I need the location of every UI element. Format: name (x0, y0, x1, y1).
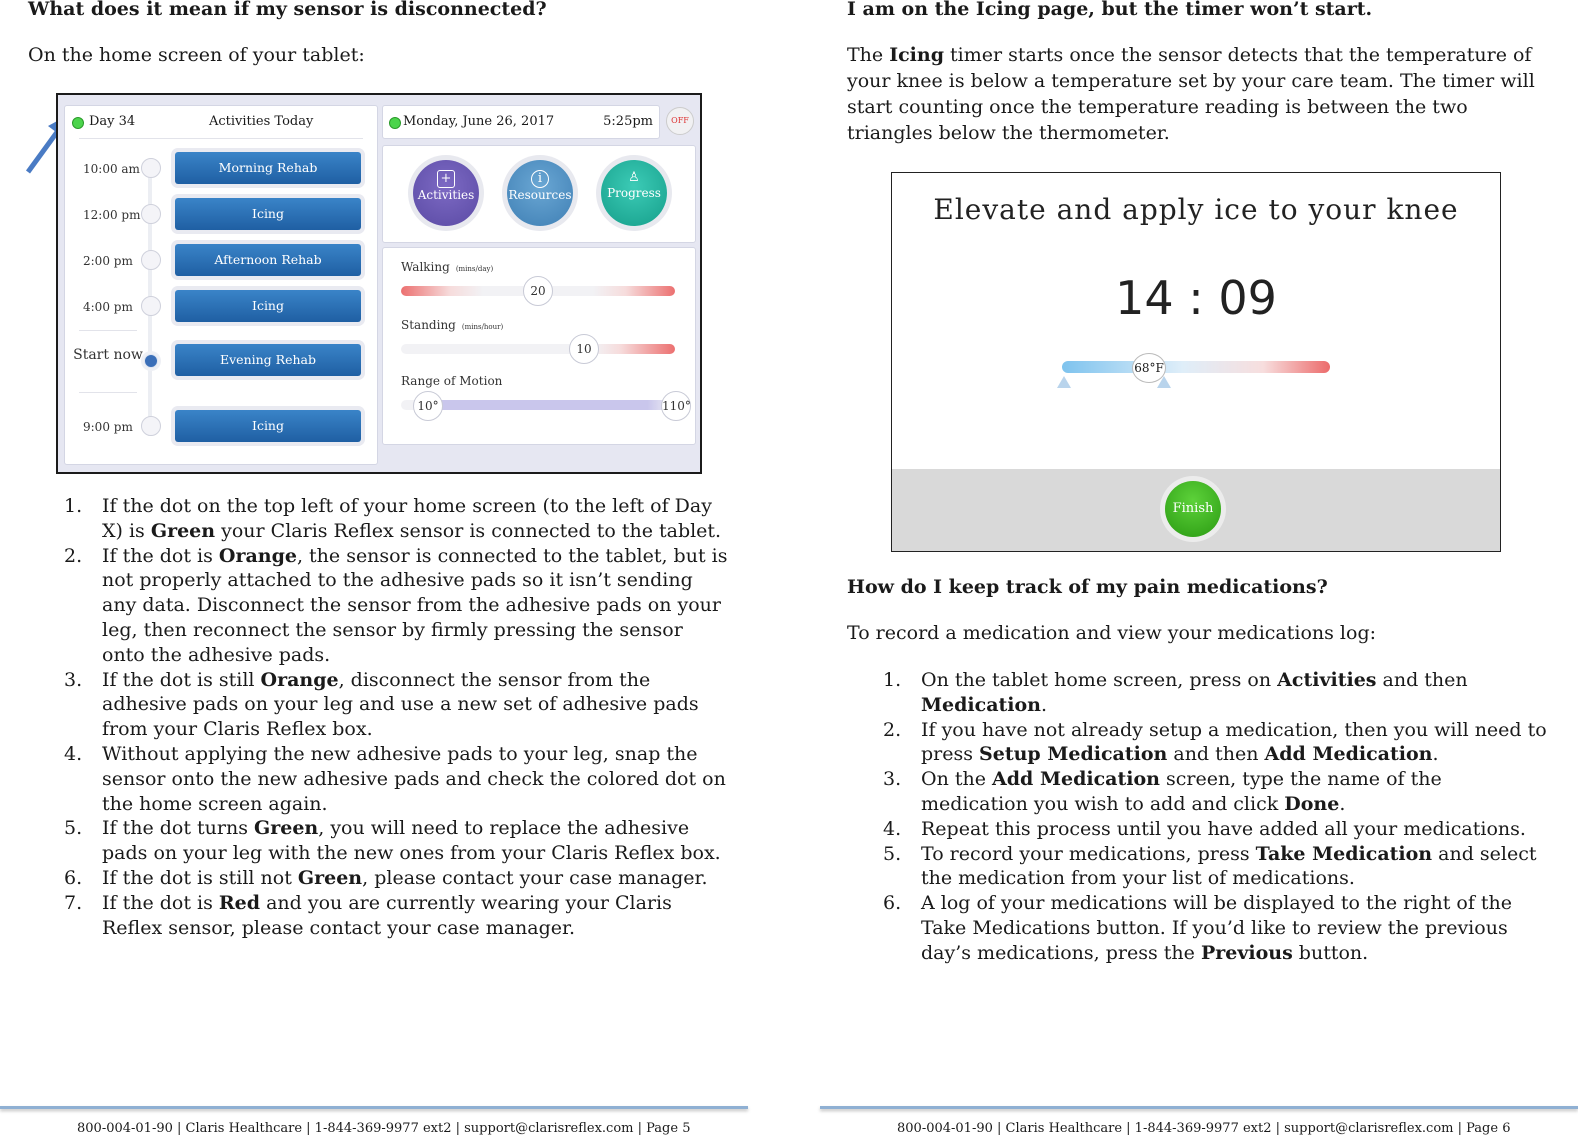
intro2-text: To record a medication and view your medications log: (847, 622, 1377, 644)
schedule-time: 2:00 pm (83, 254, 133, 268)
step-item: 5. If the dot turns Green, you will need to replace the adhesive pads on your leg with the new ones from your Claris Reflex box. (64, 817, 721, 865)
question-heading: I am on the Icing page, but the timer won’t start. (847, 0, 1373, 20)
status-dot-icon (389, 117, 401, 129)
day-label: Day 34 (89, 114, 136, 129)
step-item: 6. If the dot is still not Green, please contact your case manager. (64, 866, 708, 889)
lower-triangle-icon (1057, 376, 1071, 388)
schedule-row (65, 290, 377, 336)
timeline-dot (141, 296, 161, 316)
timeline-dot (141, 416, 161, 436)
icing-title: Elevate and apply ice to your knee (933, 193, 1459, 226)
schedule-panel (64, 105, 378, 465)
tablet-home-screenshot (56, 93, 702, 474)
schedule-row (65, 152, 377, 198)
info-icon: i (531, 170, 549, 188)
footer-divider (0, 1106, 748, 1109)
step-number: 1. (883, 669, 902, 691)
activities-button[interactable]: + Activities (413, 160, 479, 226)
icing-intro-text: The Icing timer starts once the sensor detects that the temperature of your knee is below a temperature set by your care team. The timer will start counting once the temperature reading is between the two triangles below the thermometer. (847, 44, 1535, 144)
activity-button[interactable]: Icing (175, 410, 361, 442)
step-number: 4. (883, 817, 902, 840)
step-item: 2. If you have not already setup a medication, then you will need to press Setup Medication and then Add Medication. (883, 718, 1547, 766)
step-item: 4. Without applying the new adhesive pads to your leg, snap the sensor onto the new adhesive pads and check the colored dot on the home screen again. (64, 742, 726, 815)
schedule-time: 4:00 pm (83, 300, 133, 314)
walking-label: Walking (mins/day) (401, 260, 494, 274)
step-number: 4. (64, 742, 83, 765)
step-number: 6. (883, 892, 902, 915)
step-number: 3. (64, 668, 83, 691)
rom-min-value: 10° (413, 391, 443, 421)
timeline-dot (144, 354, 158, 368)
icing-timer: 14 : 09 (1115, 271, 1277, 325)
timeline-dot (141, 250, 161, 270)
schedule-row (65, 342, 377, 388)
step-item: 5. To record your medications, press Take Medication and select the medication from your list of medications. (883, 842, 1537, 890)
schedule-row (65, 244, 377, 290)
step-number: 1. (64, 495, 83, 517)
intro-text: On the home screen of your tablet: (28, 44, 365, 66)
step-number: 2. (64, 544, 83, 567)
step-number: 6. (64, 866, 83, 889)
schedule-row (65, 198, 377, 244)
resources-button[interactable]: i Resources (507, 160, 573, 226)
status-dot-icon (72, 117, 84, 129)
step-item: 1. On the tablet home screen, press on Activities and then Medication. (883, 669, 1468, 716)
progress-button[interactable]: ♙ Progress (601, 160, 667, 226)
date-panel (382, 105, 660, 139)
step-item: 6. A log of your medications will be displayed to the right of the Take Medications button. If you’d like to review the previous day’s medications, press the Previous button. (883, 892, 1513, 964)
plus-icon: + (437, 170, 455, 188)
icing-footer (892, 469, 1500, 551)
step-item: 1. If the dot on the top left of your home screen (to the left of Day X) is Green your Claris Reflex sensor is connected to the tablet. (64, 495, 722, 542)
timeline-dot (141, 158, 161, 178)
step-number: 3. (883, 768, 902, 791)
nav-panel (382, 145, 696, 243)
step-number: 7. (64, 891, 83, 914)
activity-button[interactable]: Icing (175, 198, 361, 230)
date-label: Monday, June 26, 2017 (403, 114, 555, 129)
off-button[interactable]: OFF (666, 107, 694, 135)
time-label: 5:25pm (603, 114, 653, 129)
footer-text: 800-004-01-90 | Claris Healthcare | 1-844-369-9977 ext2 | support@clarisreflex.com | Page 5 (77, 1121, 691, 1136)
step-number: 2. (883, 718, 902, 741)
step-item: 2. If the dot is Orange, the sensor is connected to the tablet, but is not properly attached to the adhesive pads so it isn’t sending any data. Disconnect the sensor from the adhesive pads on your leg, then reconnect the sensor by firmly pressing the sensor onto the adhesive pads. (64, 544, 728, 666)
activities-heading: Activities Today (209, 114, 314, 129)
rom-label: Range of Motion (401, 374, 503, 388)
standing-label: Standing (mins/hour) (401, 318, 504, 332)
activity-button[interactable]: Icing (175, 290, 361, 322)
upper-triangle-icon (1157, 376, 1171, 388)
divider (79, 392, 137, 393)
schedule-time: Start now (73, 347, 143, 363)
activity-button[interactable]: Afternoon Rehab (175, 244, 361, 276)
metrics-panel (382, 247, 696, 445)
question-heading: What does it mean if my sensor is disconnected? (28, 0, 547, 20)
activity-button[interactable]: Morning Rehab (175, 152, 361, 184)
step-item: 7. If the dot is Red and you are currently wearing your Claris Reflex sensor, please contact your case manager. (64, 891, 672, 939)
rom-max-value: 110° (661, 391, 691, 421)
finish-button[interactable]: Finish (1165, 481, 1221, 537)
step-number: 5. (64, 817, 83, 840)
question2-heading: How do I keep track of my pain medications? (847, 576, 1328, 598)
step-item: 3. On the Add Medication screen, type the name of the medication you wish to add and click Done. (883, 768, 1442, 815)
step-item: 4. Repeat this process until you have added all your medications. (883, 817, 1526, 840)
thermometer-bar (1062, 361, 1330, 373)
walking-value: 20 (523, 276, 553, 306)
schedule-time: 10:00 am (83, 162, 140, 176)
divider (79, 330, 137, 331)
icing-screenshot (891, 172, 1501, 552)
step-item: 3. If the dot is still Orange, disconnect the sensor from the adhesive pads on your leg and use a new set of adhesive pads from your Claris Reflex box. (64, 668, 699, 741)
sensor-steps-list (28, 494, 728, 940)
timeline-dot (141, 204, 161, 224)
standing-slider (401, 344, 675, 354)
standing-value: 10 (569, 334, 599, 364)
activity-button[interactable]: Evening Rehab (175, 344, 361, 376)
trophy-icon: ♙ (628, 170, 640, 185)
schedule-time: 12:00 pm (83, 208, 141, 222)
schedule-time: 9:00 pm (83, 420, 133, 434)
temperature-value: 68°F (1132, 353, 1166, 383)
footer-text: 800-004-01-90 | Claris Healthcare | 1-844-369-9977 ext2 | support@clarisreflex.com | Page 6 (897, 1121, 1511, 1136)
schedule-row (65, 410, 377, 456)
step-number: 5. (883, 842, 902, 865)
